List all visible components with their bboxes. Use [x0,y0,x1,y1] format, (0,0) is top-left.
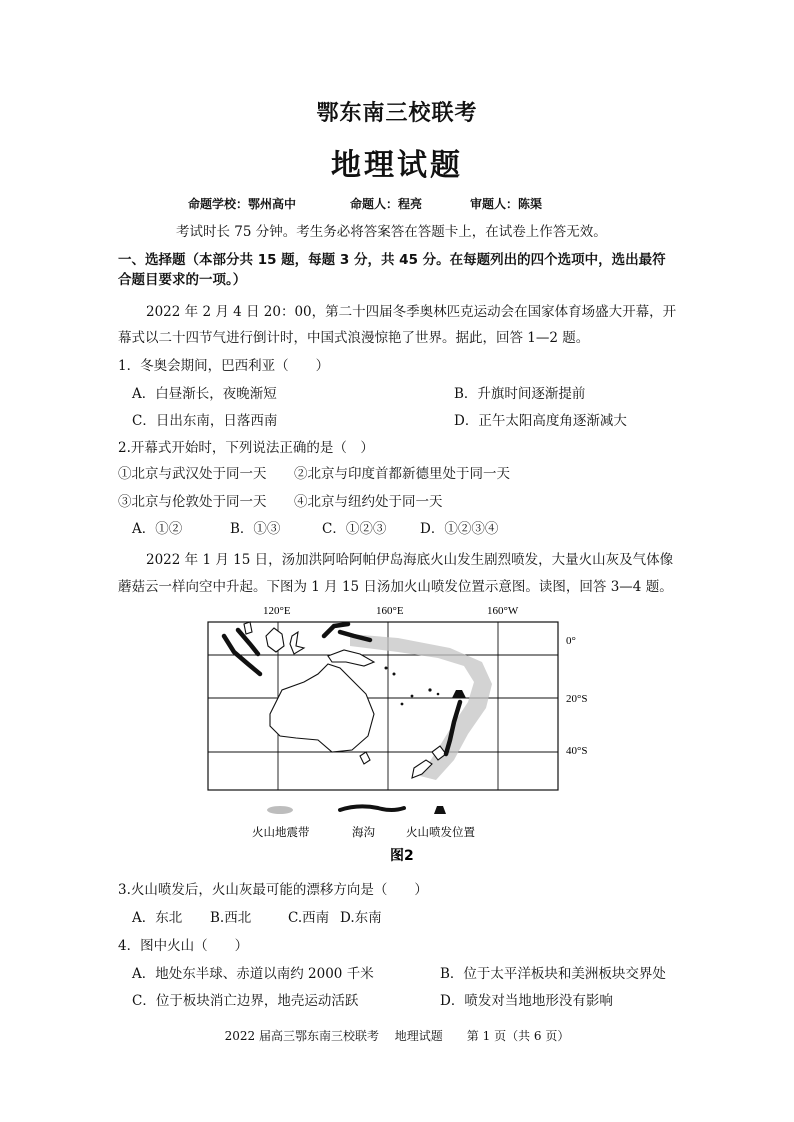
lat-label-20s: 20°S [566,693,588,705]
question-2-option-b: B．①③ [230,521,281,537]
question-1-stem: 1．冬奥会期间，巴西利亚（ ） [118,358,330,374]
question-2-statement-2: ②北京与印度首都新德里处于同一天 [294,466,510,482]
question-3-option-b: B.西北 [210,910,252,926]
question-2-stem: 2.开幕式开始时，下列说法正确的是（ ） [118,440,374,456]
legend-belt-label: 火山地震带 [252,827,310,839]
legend-trench-symbol [340,806,404,810]
page-footer: 2022 届高三鄂东南三校联考 地理试题 第 1 页（共 6 页） [224,1029,570,1043]
passage-2-line-1: 2022 年 1 月 15 日，汤加洪阿哈阿帕伊岛海底火山发生剧烈喷发，大量火山灰及气体像 [146,552,674,568]
author-info: 命题人：程亮 [350,197,423,211]
australia [270,664,374,752]
passage-2-line-2: 蘑菇云一样向空中升起。下图为 1 月 15 日汤加火山喷发位置示意图。读图，回答 3—4 题。 [118,579,673,595]
passage-1-line-1: 2022 年 2 月 4 日 20：00，第二十四届冬季奥林匹克运动会在国家体育场盛大开幕，开 [146,304,677,320]
exam-title: 鄂东南三校联考 [316,101,478,126]
question-1-option-d: D．正午太阳高度角逐渐减大 [454,413,627,429]
figure-caption: 图2 [390,848,414,862]
legend-volcano-label: 火山喷发位置 [406,827,475,839]
passage-1-line-2: 幕式以二十四节气进行倒计时，中国式浪漫惊艳了世界。据此，回答 1—2 题。 [118,330,590,346]
question-2-statement-1: ①北京与武汉处于同一天 [118,466,267,482]
legend-trench-label: 海沟 [352,827,375,839]
reviewer-info: 审题人：陈渠 [470,197,543,211]
question-4-option-c: C．位于板块消亡边界，地壳运动活跃 [132,993,359,1009]
question-4-option-d: D．喷发对当地地形没有影响 [440,993,613,1009]
question-3-option-d: D.东南 [340,910,382,926]
lon-label-120e: 120°E [263,605,291,617]
question-4-option-a: A．地处东半球、赤道以南约 2000 千米 [132,966,374,982]
question-1-option-b: B．升旗时间逐渐提前 [454,386,586,402]
question-1-option-a: A．白昼渐长，夜晚渐短 [132,386,277,402]
borneo [266,628,284,652]
question-3-option-a: A．东北 [132,910,183,926]
lon-label-160w: 160°W [487,605,519,617]
question-2-option-c: C．①②③ [322,521,387,537]
section-heading: 一、选择题（本部分共 15 题，每题 3 分，共 45 分。在每题列出的四个选项中，选出最符 [118,252,666,268]
new-guinea [328,650,374,666]
question-3-stem: 3.火山喷发后，火山灰最可能的漂移方向是（ ） [118,882,428,898]
volcano-eruption-marker [452,690,466,698]
question-4-stem: 4．图中火山（ ） [118,938,249,954]
philippines [244,622,252,634]
question-2-statement-4: ④北京与纽约处于同一天 [294,494,443,510]
lon-label-160e: 160°E [376,605,404,617]
tonga-volcano-map [200,602,590,862]
lat-label-40s: 40°S [566,745,588,757]
question-2-option-a: A．①② [132,521,183,537]
question-2-option-d: D．①②③④ [420,521,499,537]
school-info: 命题学校：鄂州高中 [188,197,297,211]
lat-label-0: 0° [566,635,576,647]
small-islands [385,667,440,706]
question-1-option-c: C．日出东南，日落西南 [132,413,278,429]
question-3-option-c: C.西南 [288,910,330,926]
subject-title: 地理试题 [331,148,463,183]
sulawesi [290,632,304,654]
question-2-statement-3: ③北京与伦敦处于同一天 [118,494,267,510]
legend-belt-symbol [267,806,293,814]
tasmania [360,752,370,764]
legend-volcano-symbol [434,806,446,814]
exam-instructions: 考试时长 75 分钟。考生务必将答案答在答题卡上，在试卷上作答无效。 [176,224,607,240]
section-heading-cont: 合题目要求的一项。） [118,272,247,288]
question-4-option-b: B．位于太平洋板块和美洲板块交界处 [440,966,666,982]
